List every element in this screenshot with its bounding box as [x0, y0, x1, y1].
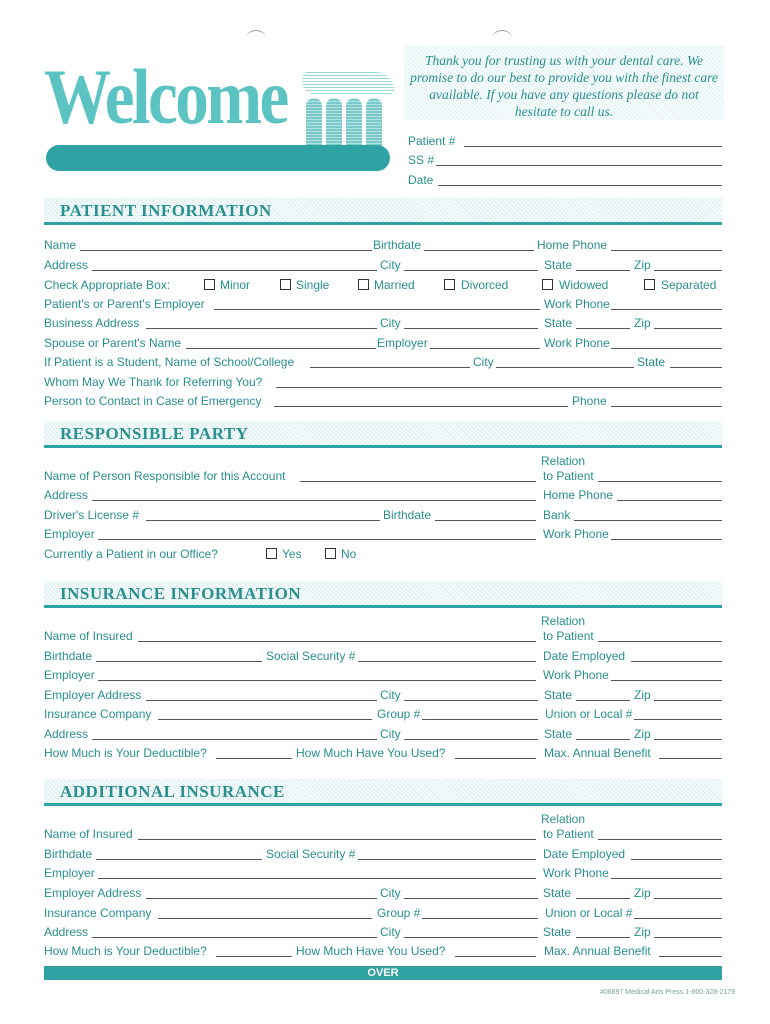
name-label: Name — [44, 238, 77, 252]
spouse-field[interactable] — [186, 348, 376, 349]
ins-group-label: Group # — [377, 707, 421, 721]
add-date-employed-label: Date Employed — [543, 847, 626, 861]
ins-name-label: Name of Insured — [44, 629, 133, 643]
name-field[interactable] — [80, 250, 372, 251]
add-employer-label: Employer — [44, 866, 95, 880]
married-label: Married — [374, 278, 415, 292]
license-field[interactable] — [146, 520, 380, 521]
add-deductible-label: How Much is Your Deductible? — [44, 944, 207, 958]
ins-address-field[interactable] — [92, 739, 377, 740]
responsible-section-title: RESPONSIBLE PARTY — [60, 424, 249, 443]
ins-employer-address-field[interactable] — [146, 700, 377, 701]
spouse-employer-label: Employer — [377, 336, 428, 350]
business-city-label: City — [380, 316, 401, 330]
ins-birthdate-label: Birthdate — [44, 649, 93, 663]
ins-relation-label: Relation — [541, 614, 586, 628]
add-city-label: City — [380, 886, 401, 900]
single-checkbox[interactable] — [280, 279, 291, 290]
patient-number-label: Patient # — [408, 134, 456, 148]
employer-field[interactable] — [214, 309, 540, 310]
add-work-phone-label: Work Phone — [543, 866, 609, 880]
add-name-label: Name of Insured — [44, 827, 133, 841]
single-label: Single — [296, 278, 330, 292]
address-field[interactable] — [92, 270, 377, 271]
spouse-label: Spouse or Parent's Name — [44, 336, 182, 350]
add-zip2-field[interactable] — [654, 937, 722, 938]
responsible-address-field[interactable] — [92, 500, 536, 501]
home-phone-field[interactable] — [611, 250, 722, 251]
ss-number-field[interactable] — [436, 165, 722, 166]
add-relation-field[interactable] — [598, 839, 722, 840]
address-label: Address — [44, 258, 89, 272]
to-patient-label: to Patient — [543, 469, 594, 483]
toothbrush-handle-icon — [46, 145, 390, 171]
yes-label: Yes — [282, 547, 302, 561]
add-ssn-field[interactable] — [358, 859, 536, 860]
section-rule — [44, 803, 722, 806]
separated-label: Separated — [661, 278, 717, 292]
business-address-label: Business Address — [44, 316, 140, 330]
spouse-work-phone-field[interactable] — [611, 348, 722, 349]
ins-state2-field[interactable] — [576, 739, 630, 740]
add-employer-address-label: Employer Address — [44, 886, 142, 900]
section-rule — [44, 445, 722, 448]
city-label: City — [380, 258, 401, 272]
business-zip-label: Zip — [634, 316, 651, 330]
zip-field[interactable] — [654, 270, 722, 271]
ins-city2-field[interactable] — [404, 739, 538, 740]
add-city2-field[interactable] — [404, 937, 538, 938]
additional-section-title: ADDITIONAL INSURANCE — [60, 782, 285, 801]
referral-label: Whom May We Thank for Referring You? — [44, 375, 263, 389]
add-state-label: State — [543, 886, 572, 900]
ins-used-label: How Much Have You Used? — [296, 746, 446, 760]
license-label: Driver's License # — [44, 508, 139, 522]
bank-field[interactable] — [574, 520, 722, 521]
check-box-label: Check Appropriate Box: — [44, 278, 171, 292]
minor-label: Minor — [220, 278, 251, 292]
add-max-field[interactable] — [659, 956, 722, 957]
ins-name-field[interactable] — [138, 641, 536, 642]
ins-work-phone-label: Work Phone — [543, 668, 609, 682]
divorced-checkbox[interactable] — [444, 279, 455, 290]
ins-max-label: Max. Annual Benefit — [544, 746, 651, 760]
responsible-birthdate-field[interactable] — [435, 520, 536, 521]
ins-union-field[interactable] — [634, 719, 722, 720]
ins-city-field[interactable] — [404, 700, 538, 701]
ss-number-label: SS # — [408, 153, 435, 167]
thanks-message: Thank you for trusting us with your dental care. We promise to do our best to provide you with the finest care available. If you have any questions please do not hesitate to call us. — [410, 53, 718, 119]
add-employer-address-field[interactable] — [146, 898, 377, 899]
divorced-label: Divorced — [461, 278, 509, 292]
responsible-home-phone-label: Home Phone — [543, 488, 614, 502]
emergency-field[interactable] — [274, 406, 568, 407]
add-name-field[interactable] — [138, 839, 536, 840]
insurance-section-title: INSURANCE INFORMATION — [60, 584, 302, 603]
business-city-field[interactable] — [404, 328, 538, 329]
add-state2-field[interactable] — [576, 937, 630, 938]
student-state-field[interactable] — [670, 367, 722, 368]
date-field[interactable] — [438, 185, 722, 186]
spouse-work-phone-label: Work Phone — [544, 336, 610, 350]
add-zip2-label: Zip — [634, 925, 651, 939]
add-city-field[interactable] — [404, 898, 538, 899]
work-phone-field[interactable] — [611, 309, 722, 310]
responsible-name-label: Name of Person Responsible for this Account — [44, 469, 286, 483]
business-address-field[interactable] — [146, 328, 377, 329]
spouse-employer-field[interactable] — [430, 348, 540, 349]
date-label: Date — [408, 173, 434, 187]
ins-employer-label: Employer — [44, 668, 95, 682]
add-birthdate-field[interactable] — [96, 859, 262, 860]
add-union-field[interactable] — [634, 918, 722, 919]
bank-label: Bank — [543, 508, 571, 522]
ins-group-field[interactable] — [422, 719, 538, 720]
business-state-label: State — [544, 316, 573, 330]
current-patient-label: Currently a Patient in our Office? — [44, 547, 218, 561]
relation-label: Relation — [541, 454, 586, 468]
emergency-label: Person to Contact in Case of Emergency — [44, 394, 262, 408]
over-label: OVER — [367, 967, 399, 979]
student-school-field[interactable] — [310, 367, 470, 368]
ins-ssn-label: Social Security # — [266, 649, 356, 663]
ins-city-label: City — [380, 688, 401, 702]
ins-deductible-label: How Much is Your Deductible? — [44, 746, 207, 760]
work-phone-label: Work Phone — [544, 297, 610, 311]
add-work-phone-field[interactable] — [611, 878, 722, 879]
referral-field[interactable] — [276, 387, 722, 388]
add-birthdate-label: Birthdate — [44, 847, 93, 861]
ins-state-field[interactable] — [576, 700, 630, 701]
responsible-address-label: Address — [44, 488, 89, 502]
add-ssn-label: Social Security # — [266, 847, 356, 861]
ins-birthdate-field[interactable] — [96, 661, 262, 662]
ins-to-patient-label: to Patient — [543, 629, 594, 643]
student-city-field[interactable] — [496, 367, 634, 368]
punch-hole-left — [246, 30, 266, 47]
responsible-work-phone-label: Work Phone — [543, 527, 609, 541]
add-zip-field[interactable] — [654, 898, 722, 899]
home-phone-label: Home Phone — [537, 238, 608, 252]
add-company-field[interactable] — [158, 918, 372, 919]
widowed-label: Widowed — [559, 278, 609, 292]
student-label: If Patient is a Student, Name of School/College — [44, 355, 295, 369]
patient-section-title: PATIENT INFORMATION — [60, 201, 272, 220]
add-date-employed-field[interactable] — [631, 859, 722, 860]
toothpaste-icon — [302, 72, 394, 94]
add-city2-label: City — [380, 925, 401, 939]
responsible-home-phone-field[interactable] — [617, 500, 722, 501]
add-company-label: Insurance Company — [44, 906, 152, 920]
widowed-checkbox[interactable] — [542, 279, 553, 290]
ins-deductible-field[interactable] — [216, 758, 292, 759]
punch-hole-right — [492, 30, 512, 47]
add-group-field[interactable] — [422, 918, 538, 919]
responsible-employer-field[interactable] — [98, 539, 536, 540]
add-used-field[interactable] — [455, 956, 536, 957]
add-address-label: Address — [44, 925, 89, 939]
ins-max-field[interactable] — [659, 758, 722, 759]
add-address-field[interactable] — [92, 937, 377, 938]
publisher-info: #06897 Medical Arts Press 1-800-328-2179 — [600, 989, 736, 996]
responsible-work-phone-field[interactable] — [611, 539, 722, 540]
ins-union-label: Union or Local # — [545, 707, 633, 721]
married-checkbox[interactable] — [358, 279, 369, 290]
ins-company-field[interactable] — [158, 719, 372, 720]
ins-employer-address-label: Employer Address — [44, 688, 142, 702]
ins-company-label: Insurance Company — [44, 707, 152, 721]
add-group-label: Group # — [377, 906, 421, 920]
add-deductible-field[interactable] — [216, 956, 292, 957]
relation-field[interactable] — [598, 481, 722, 482]
ins-zip2-field[interactable] — [654, 739, 722, 740]
section-rule — [44, 605, 722, 608]
ins-ssn-field[interactable] — [358, 661, 536, 662]
responsible-birthdate-label: Birthdate — [383, 508, 432, 522]
add-union-label: Union or Local # — [545, 906, 633, 920]
ins-address-label: Address — [44, 727, 89, 741]
emergency-phone-field[interactable] — [611, 406, 722, 407]
yes-checkbox[interactable] — [266, 548, 277, 559]
city-field[interactable] — [404, 270, 538, 271]
student-state-label: State — [637, 355, 666, 369]
state-field[interactable] — [576, 270, 630, 271]
add-used-label: How Much Have You Used? — [296, 944, 446, 958]
responsible-name-field[interactable] — [300, 481, 536, 482]
welcome-logo: Welcome — [44, 53, 287, 140]
employer-label: Patient's or Parent's Employer — [44, 297, 205, 311]
ins-relation-field[interactable] — [598, 641, 722, 642]
add-employer-field[interactable] — [98, 878, 536, 879]
ins-zip-label: Zip — [634, 688, 651, 702]
ins-work-phone-field[interactable] — [611, 680, 722, 681]
zip-label: Zip — [634, 258, 651, 272]
ins-date-employed-field[interactable] — [631, 661, 722, 662]
patient-number-field[interactable] — [464, 146, 722, 147]
business-zip-field[interactable] — [654, 328, 722, 329]
ins-used-field[interactable] — [455, 758, 536, 759]
separated-checkbox[interactable] — [644, 279, 655, 290]
ins-state2-label: State — [544, 727, 573, 741]
section-rule — [44, 222, 722, 225]
add-to-patient-label: to Patient — [543, 827, 594, 841]
add-zip-label: Zip — [634, 886, 651, 900]
business-state-field[interactable] — [576, 328, 630, 329]
emergency-phone-label: Phone — [572, 394, 607, 408]
ins-city2-label: City — [380, 727, 401, 741]
ins-employer-field[interactable] — [98, 680, 536, 681]
ins-zip2-label: Zip — [634, 727, 651, 741]
add-max-label: Max. Annual Benefit — [544, 944, 651, 958]
birthdate-field[interactable] — [424, 250, 534, 251]
birthdate-label: Birthdate — [373, 238, 422, 252]
ins-state-label: State — [544, 688, 573, 702]
responsible-employer-label: Employer — [44, 527, 95, 541]
ins-zip-field[interactable] — [654, 700, 722, 701]
ins-date-employed-label: Date Employed — [543, 649, 626, 663]
add-relation-label: Relation — [541, 812, 586, 826]
add-state2-label: State — [543, 925, 572, 939]
add-state-field[interactable] — [576, 898, 630, 899]
state-label: State — [544, 258, 573, 272]
no-checkbox[interactable] — [325, 548, 336, 559]
minor-checkbox[interactable] — [204, 279, 215, 290]
student-city-label: City — [473, 355, 494, 369]
no-label: No — [341, 547, 357, 561]
